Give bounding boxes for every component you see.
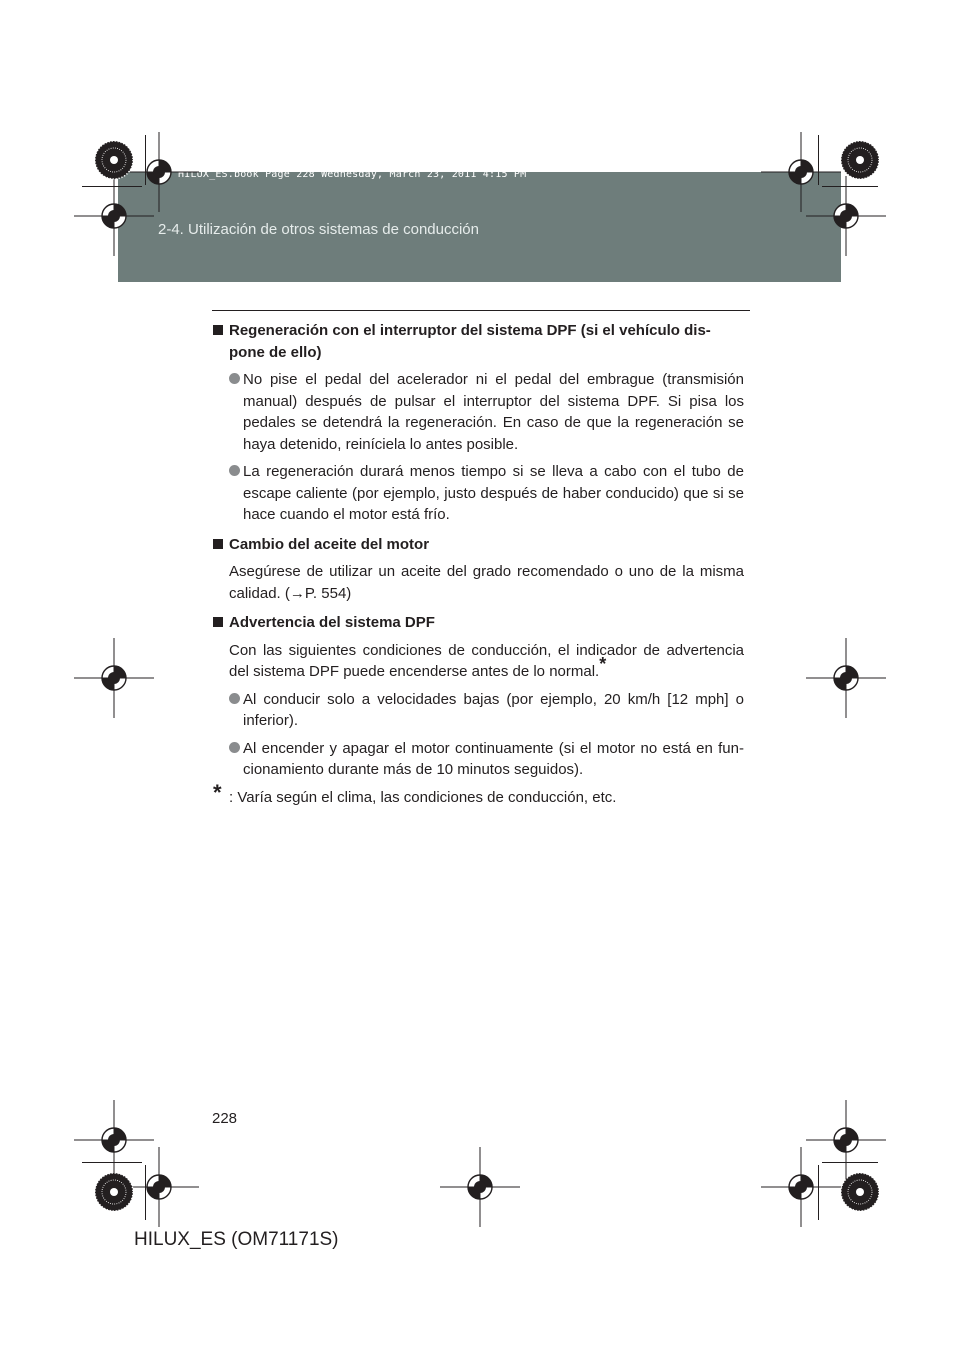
main-content bbox=[212, 320, 744, 808]
round-bullet-icon bbox=[229, 465, 240, 476]
paragraph-dpf-warning: Con las siguientes condiciones de conducción, el indicador de advertencia del sistema DPF puede encenderse antes de lo normal.* bbox=[229, 641, 744, 680]
section-heading-oil-change: Cambio del aceite del motor bbox=[212, 534, 744, 556]
round-bullet-icon bbox=[229, 373, 240, 384]
round-bullet-icon bbox=[229, 693, 240, 704]
footnote: * : Varía según el clima, las condiciones de conducción, etc. bbox=[213, 779, 617, 806]
bullet-item: No pise el pedal del acelerador ni el pedal del embrague (transmisión manual) después de pulsar el interruptor del sistema DPF. Si pisa los pedales se detendrá la regeneración. En caso de que la regeneración se haya detenido, reiníciela lo antes posible. bbox=[212, 369, 744, 455]
bullet-item: Al encender y apagar el motor continuamente (si el motor no está en fun-cionamiento durante más de 10 minutos seguidos). bbox=[212, 738, 744, 781]
footnote-mark: * bbox=[213, 779, 222, 805]
top-rule bbox=[212, 310, 750, 311]
section-heading-dpf-regeneration: Regeneración con el interruptor del sistema DPF (si el vehículo dis-pone de ello) bbox=[212, 320, 744, 363]
square-bullet-icon bbox=[213, 617, 223, 627]
print-stamp: HILUX_ES.book Page 228 Wednesday, March 23, 2011 4:15 PM bbox=[178, 169, 527, 180]
paragraph-oil-change: Asegúrese de utilizar un aceite del grado recomendado o uno de la misma calidad. (→P. 554) bbox=[229, 563, 744, 602]
bullet-item: Al conducir solo a velocidades bajas (por ejemplo, 20 km/h [12 mph] o inferior). bbox=[212, 689, 744, 732]
section-heading-dpf-warning: Advertencia del sistema DPF bbox=[212, 612, 744, 634]
page-number: 228 bbox=[212, 1110, 238, 1127]
document-code: HILUX_ES (OM71171S) bbox=[134, 1229, 339, 1250]
round-bullet-icon bbox=[229, 742, 240, 753]
bullet-item: La regeneración durará menos tiempo si se lleva a cabo con el tubo de escape caliente (por ejemplo, justo después de haber conducido) que si se hace cuando el motor está frío. bbox=[212, 461, 744, 526]
section-title: 2-4. Utilización de otros sistemas de conducción bbox=[158, 221, 479, 238]
square-bullet-icon bbox=[213, 539, 223, 549]
square-bullet-icon bbox=[213, 325, 223, 335]
footnote-reference: * bbox=[599, 654, 607, 674]
